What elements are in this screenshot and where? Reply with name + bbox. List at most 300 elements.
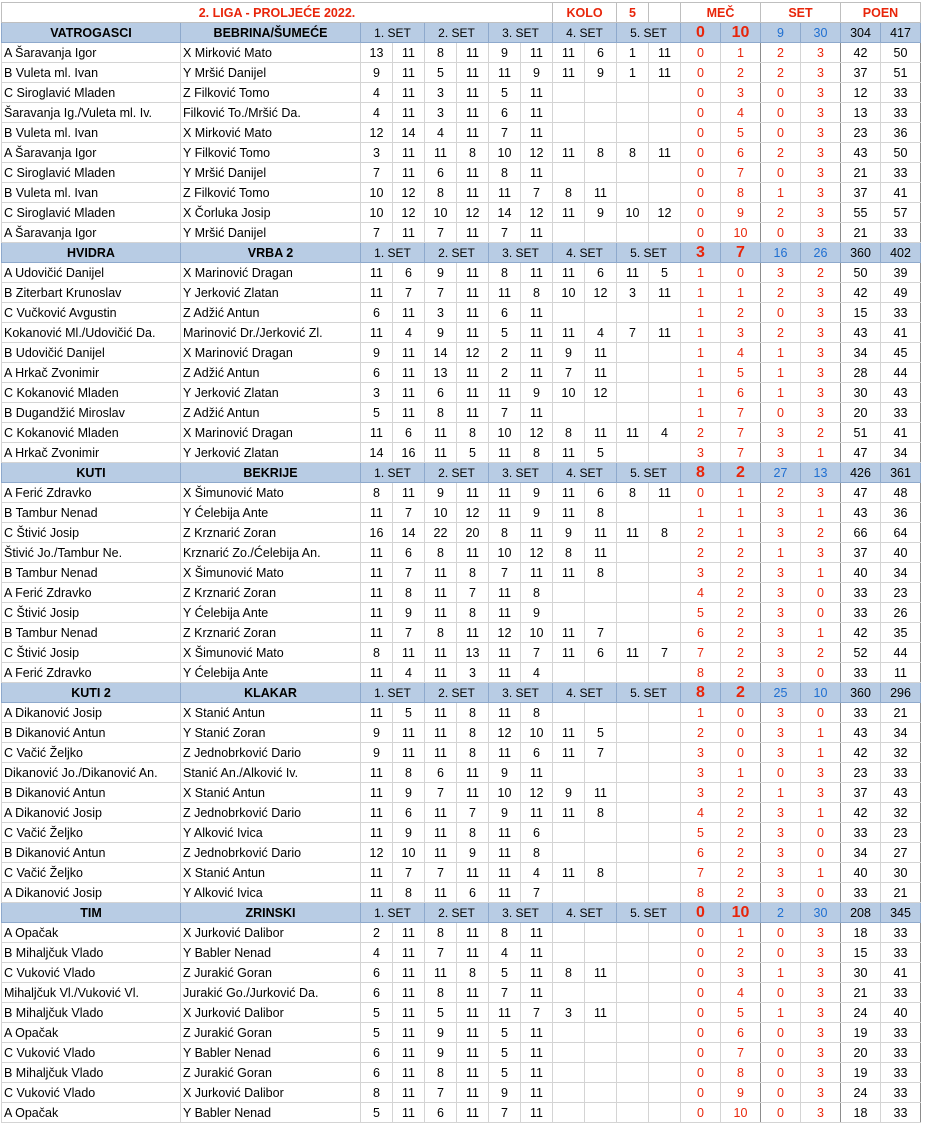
set-score-cell: 11 (393, 103, 425, 123)
game-points-away: 41 (881, 963, 921, 983)
running-match-away: 5 (721, 1003, 761, 1023)
set-score-cell (553, 583, 585, 603)
game-points-away: 48 (881, 483, 921, 503)
game-points-away: 33 (881, 943, 921, 963)
set-score-cell (553, 1083, 585, 1103)
home-player: B Tambur Nenad (2, 623, 181, 643)
set-score-cell: 8 (489, 523, 521, 543)
running-match-home: 3 (681, 743, 721, 763)
set-score-cell: 12 (457, 503, 489, 523)
set-score-cell (585, 103, 617, 123)
set-score-cell: 11 (489, 183, 521, 203)
set-score-cell: 8 (457, 423, 489, 443)
game-sets-away: 3 (801, 783, 841, 803)
home-team-name: TIM (2, 903, 181, 923)
set-score-cell: 11 (361, 583, 393, 603)
set-score-cell (617, 743, 649, 763)
points-total-home: 360 (841, 243, 881, 263)
game-row (2, 143, 921, 163)
game-points-home: 33 (841, 663, 881, 683)
set-score-cell: 11 (425, 743, 457, 763)
set-score-cell: 14 (393, 523, 425, 543)
set-score-cell (553, 883, 585, 903)
home-team-name: VATROGASCI (2, 23, 181, 43)
set-score-cell: 14 (361, 443, 393, 463)
away-player: Y Filković Tomo (181, 143, 361, 163)
set-score-cell: 11 (457, 863, 489, 883)
away-player: Z Filković Tomo (181, 83, 361, 103)
game-sets-home: 3 (761, 503, 801, 523)
set-score-cell: 11 (585, 1003, 617, 1023)
set-score-cell: 8 (457, 563, 489, 583)
home-player: A Udovičić Danijel (2, 263, 181, 283)
set-score-cell: 7 (489, 563, 521, 583)
running-match-home: 1 (681, 703, 721, 723)
set-score-cell (649, 943, 681, 963)
set-score-cell: 12 (361, 843, 393, 863)
away-team-name: BEKRIJE (181, 463, 361, 483)
set-score-cell (617, 183, 649, 203)
game-points-home: 33 (841, 603, 881, 623)
set-score-cell (553, 1043, 585, 1063)
game-sets-away: 2 (801, 263, 841, 283)
set-score-cell: 11 (457, 943, 489, 963)
running-match-away: 9 (721, 1083, 761, 1103)
set-score-cell (649, 1063, 681, 1083)
set-score-cell: 4 (361, 103, 393, 123)
set-column-label: 1. SET (361, 243, 425, 263)
game-points-away: 26 (881, 603, 921, 623)
set-score-cell: 11 (489, 583, 521, 603)
game-sets-home: 3 (761, 523, 801, 543)
set-score-cell: 9 (585, 63, 617, 83)
set-score-cell: 9 (361, 743, 393, 763)
game-sets-home: 2 (761, 203, 801, 223)
set-score-cell: 11 (649, 323, 681, 343)
game-points-home: 24 (841, 1083, 881, 1103)
running-match-home: 3 (681, 763, 721, 783)
set-score-cell (553, 923, 585, 943)
set-score-cell: 4 (489, 943, 521, 963)
set-score-cell: 11 (521, 983, 553, 1003)
running-match-home: 8 (681, 883, 721, 903)
set-score-cell: 11 (585, 523, 617, 543)
set-score-cell: 11 (457, 1063, 489, 1083)
running-match-home: 0 (681, 143, 721, 163)
running-match-home: 0 (681, 43, 721, 63)
set-score-cell: 11 (393, 983, 425, 1003)
set-header: SET (761, 3, 841, 23)
home-player: A Šaravanja Igor (2, 43, 181, 63)
set-score-cell (553, 943, 585, 963)
set-score-cell (553, 303, 585, 323)
game-sets-away: 0 (801, 583, 841, 603)
game-sets-home: 0 (761, 403, 801, 423)
set-score-cell: 11 (457, 543, 489, 563)
game-sets-away: 1 (801, 443, 841, 463)
set-score-cell: 8 (553, 183, 585, 203)
running-match-away: 10 (721, 223, 761, 243)
set-score-cell: 9 (489, 763, 521, 783)
set-score-cell: 8 (521, 443, 553, 463)
game-points-away: 33 (881, 303, 921, 323)
home-player: Štivić Jo./Tambur Ne. (2, 543, 181, 563)
set-score-cell: 6 (521, 743, 553, 763)
set-column-label: 2. SET (425, 463, 489, 483)
set-score-cell: 5 (361, 1003, 393, 1023)
set-score-cell: 11 (393, 923, 425, 943)
game-sets-away: 3 (801, 43, 841, 63)
set-score-cell: 11 (649, 143, 681, 163)
set-score-cell: 7 (361, 223, 393, 243)
set-score-cell: 8 (521, 703, 553, 723)
set-score-cell: 11 (585, 543, 617, 563)
game-points-away: 41 (881, 323, 921, 343)
game-row (2, 183, 921, 203)
kolo-label: KOLO (553, 3, 617, 23)
away-player: Z Krznarić Zoran (181, 523, 361, 543)
game-sets-away: 3 (801, 303, 841, 323)
set-score-cell: 4 (393, 663, 425, 683)
game-row (2, 663, 921, 683)
game-points-away: 43 (881, 383, 921, 403)
game-points-home: 42 (841, 43, 881, 63)
set-score-cell (649, 983, 681, 1003)
set-score-cell: 11 (361, 563, 393, 583)
match-score-home: 0 (681, 903, 721, 923)
game-sets-home: 0 (761, 983, 801, 1003)
game-points-home: 33 (841, 583, 881, 603)
game-points-away: 27 (881, 843, 921, 863)
set-score-cell (585, 123, 617, 143)
set-score-cell: 11 (361, 703, 393, 723)
set-score-cell (553, 603, 585, 623)
game-points-home: 21 (841, 223, 881, 243)
set-score-cell (553, 823, 585, 843)
running-match-home: 0 (681, 83, 721, 103)
running-match-away: 2 (721, 583, 761, 603)
away-player: Z Adžić Antun (181, 403, 361, 423)
set-score-cell: 9 (553, 343, 585, 363)
running-match-away: 7 (721, 163, 761, 183)
set-score-cell: 11 (489, 743, 521, 763)
set-score-cell (649, 303, 681, 323)
game-sets-away: 3 (801, 183, 841, 203)
game-row (2, 603, 921, 623)
set-score-cell: 11 (425, 803, 457, 823)
game-row (2, 743, 921, 763)
game-points-home: 28 (841, 363, 881, 383)
game-sets-away: 3 (801, 343, 841, 363)
set-score-cell: 5 (585, 723, 617, 743)
set-score-cell (553, 1063, 585, 1083)
set-score-cell: 11 (425, 843, 457, 863)
set-score-cell: 12 (585, 283, 617, 303)
blank-cell (649, 3, 681, 23)
game-row (2, 423, 921, 443)
game-points-away: 49 (881, 283, 921, 303)
game-sets-home: 0 (761, 1023, 801, 1043)
set-score-cell (585, 923, 617, 943)
set-score-cell (649, 343, 681, 363)
set-score-cell: 6 (585, 643, 617, 663)
set-score-cell: 11 (521, 1043, 553, 1063)
set-score-cell: 4 (585, 323, 617, 343)
set-score-cell (585, 403, 617, 423)
running-match-home: 1 (681, 383, 721, 403)
set-score-cell: 11 (457, 1023, 489, 1043)
set-score-cell: 11 (457, 483, 489, 503)
set-score-cell: 5 (489, 83, 521, 103)
set-score-cell: 12 (521, 143, 553, 163)
set-column-label: 4. SET (553, 903, 617, 923)
running-match-home: 2 (681, 423, 721, 443)
match-score-away: 7 (721, 243, 761, 263)
game-sets-away: 3 (801, 363, 841, 383)
away-player: X Jurković Dalibor (181, 1003, 361, 1023)
game-sets-home: 3 (761, 723, 801, 743)
home-player: A Dikanović Josip (2, 803, 181, 823)
game-sets-away: 3 (801, 923, 841, 943)
running-match-home: 1 (681, 283, 721, 303)
set-score-cell: 11 (489, 1003, 521, 1023)
set-score-cell: 11 (361, 543, 393, 563)
game-points-away: 21 (881, 703, 921, 723)
set-score-cell: 11 (457, 303, 489, 323)
running-match-away: 0 (721, 723, 761, 743)
set-score-cell: 11 (457, 1103, 489, 1123)
away-player: Y Mršić Danijel (181, 63, 361, 83)
game-row (2, 563, 921, 583)
game-points-away: 50 (881, 43, 921, 63)
set-score-cell: 11 (521, 1023, 553, 1043)
running-match-away: 8 (721, 183, 761, 203)
set-score-cell (617, 563, 649, 583)
set-score-cell: 8 (425, 403, 457, 423)
running-match-away: 1 (721, 923, 761, 943)
running-match-away: 2 (721, 623, 761, 643)
game-row (2, 1083, 921, 1103)
set-score-cell: 11 (361, 863, 393, 883)
set-score-cell: 11 (457, 43, 489, 63)
game-sets-home: 0 (761, 1063, 801, 1083)
game-sets-home: 0 (761, 1043, 801, 1063)
game-sets-home: 3 (761, 863, 801, 883)
set-score-cell: 11 (521, 1063, 553, 1083)
set-score-cell: 11 (393, 303, 425, 323)
set-score-cell: 9 (489, 43, 521, 63)
set-score-cell: 11 (361, 623, 393, 643)
game-row (2, 843, 921, 863)
set-score-cell: 11 (617, 523, 649, 543)
set-score-cell: 11 (393, 723, 425, 743)
set-column-label: 5. SET (617, 23, 681, 43)
set-score-cell: 11 (649, 283, 681, 303)
game-sets-home: 2 (761, 43, 801, 63)
set-score-cell: 11 (521, 163, 553, 183)
set-score-cell: 11 (521, 223, 553, 243)
set-score-cell: 10 (489, 783, 521, 803)
running-match-away: 6 (721, 143, 761, 163)
set-score-cell: 7 (489, 403, 521, 423)
set-score-cell: 6 (425, 763, 457, 783)
set-score-cell: 11 (649, 43, 681, 63)
set-score-cell: 8 (585, 503, 617, 523)
sets-total-away: 30 (801, 23, 841, 43)
set-score-cell (649, 403, 681, 423)
set-score-cell: 8 (585, 563, 617, 583)
game-row (2, 723, 921, 743)
set-score-cell (649, 1083, 681, 1103)
set-score-cell: 3 (425, 83, 457, 103)
set-score-cell: 9 (521, 603, 553, 623)
home-player: B Mihaljčuk Vlado (2, 1003, 181, 1023)
home-player: A Ferić Zdravko (2, 663, 181, 683)
set-score-cell: 11 (489, 383, 521, 403)
away-player: Z Adžić Antun (181, 303, 361, 323)
running-match-away: 2 (721, 643, 761, 663)
set-score-cell: 11 (489, 663, 521, 683)
sets-total-away: 30 (801, 903, 841, 923)
set-score-cell: 11 (489, 843, 521, 863)
game-points-home: 23 (841, 123, 881, 143)
set-score-cell: 10 (489, 143, 521, 163)
away-player: X Marinović Dragan (181, 343, 361, 363)
set-score-cell: 7 (585, 623, 617, 643)
game-sets-home: 1 (761, 1003, 801, 1023)
set-score-cell: 11 (489, 823, 521, 843)
set-score-cell (585, 663, 617, 683)
set-score-cell (553, 223, 585, 243)
set-score-cell: 11 (393, 1023, 425, 1043)
set-score-cell: 16 (361, 523, 393, 543)
set-score-cell: 11 (617, 643, 649, 663)
running-match-home: 7 (681, 643, 721, 663)
set-score-cell: 7 (617, 323, 649, 343)
set-score-cell: 11 (553, 63, 585, 83)
game-row (2, 223, 921, 243)
set-score-cell: 11 (361, 323, 393, 343)
away-player: X Mirković Mato (181, 123, 361, 143)
game-points-away: 35 (881, 623, 921, 643)
match-header-row (2, 23, 921, 43)
away-player: Y Mršić Danijel (181, 163, 361, 183)
game-row (2, 523, 921, 543)
game-row (2, 883, 921, 903)
home-player: C Vuković Vlado (2, 1083, 181, 1103)
set-score-cell: 6 (457, 883, 489, 903)
away-player: Y Alković Ivica (181, 823, 361, 843)
set-score-cell: 7 (585, 743, 617, 763)
set-column-label: 5. SET (617, 243, 681, 263)
set-score-cell: 7 (489, 123, 521, 143)
set-score-cell: 11 (457, 1003, 489, 1023)
set-score-cell: 7 (649, 643, 681, 663)
set-score-cell (649, 1003, 681, 1023)
set-score-cell: 5 (489, 1023, 521, 1043)
set-score-cell: 6 (585, 483, 617, 503)
set-score-cell (585, 883, 617, 903)
set-score-cell: 9 (521, 383, 553, 403)
away-player: X Stanić Antun (181, 783, 361, 803)
game-points-away: 40 (881, 1003, 921, 1023)
set-score-cell: 11 (553, 203, 585, 223)
game-sets-home: 3 (761, 843, 801, 863)
kolo-value: 5 (617, 3, 649, 23)
set-score-cell (617, 603, 649, 623)
set-score-cell: 11 (585, 423, 617, 443)
set-score-cell: 8 (393, 583, 425, 603)
set-score-cell: 7 (393, 503, 425, 523)
set-score-cell: 7 (361, 163, 393, 183)
points-total-away: 361 (881, 463, 921, 483)
game-points-home: 34 (841, 843, 881, 863)
set-score-cell: 8 (393, 763, 425, 783)
running-match-away: 2 (721, 883, 761, 903)
set-score-cell: 11 (521, 803, 553, 823)
game-sets-home: 1 (761, 363, 801, 383)
set-score-cell (649, 503, 681, 523)
set-score-cell: 8 (425, 923, 457, 943)
set-score-cell (617, 443, 649, 463)
set-score-cell (617, 223, 649, 243)
game-points-home: 24 (841, 1003, 881, 1023)
set-score-cell (553, 983, 585, 1003)
game-sets-home: 1 (761, 383, 801, 403)
set-score-cell: 11 (457, 163, 489, 183)
set-score-cell: 11 (393, 363, 425, 383)
game-row (2, 1023, 921, 1043)
running-match-home: 0 (681, 103, 721, 123)
match-score-home: 8 (681, 463, 721, 483)
set-score-cell (617, 1023, 649, 1043)
set-score-cell (617, 663, 649, 683)
set-score-cell: 5 (489, 1063, 521, 1083)
game-sets-away: 3 (801, 483, 841, 503)
sets-total-home: 9 (761, 23, 801, 43)
game-row (2, 483, 921, 503)
set-score-cell: 8 (425, 43, 457, 63)
game-sets-away: 3 (801, 383, 841, 403)
set-score-cell: 8 (457, 743, 489, 763)
set-score-cell: 11 (457, 783, 489, 803)
set-score-cell: 11 (457, 983, 489, 1003)
set-score-cell: 14 (425, 343, 457, 363)
set-score-cell: 11 (489, 863, 521, 883)
running-match-home: 1 (681, 263, 721, 283)
game-points-away: 33 (881, 403, 921, 423)
set-score-cell: 11 (393, 1083, 425, 1103)
set-score-cell: 11 (489, 643, 521, 663)
set-score-cell: 12 (393, 183, 425, 203)
game-sets-home: 3 (761, 643, 801, 663)
away-player: X Marinović Dragan (181, 263, 361, 283)
set-score-cell: 11 (361, 603, 393, 623)
game-sets-away: 2 (801, 643, 841, 663)
set-score-cell (617, 703, 649, 723)
set-score-cell (617, 723, 649, 743)
game-sets-home: 2 (761, 143, 801, 163)
game-row (2, 443, 921, 463)
game-sets-away: 3 (801, 163, 841, 183)
match-score-home: 8 (681, 683, 721, 703)
game-points-away: 36 (881, 123, 921, 143)
away-player: X Jurković Dalibor (181, 1083, 361, 1103)
set-score-cell: 11 (457, 623, 489, 643)
set-score-cell (649, 823, 681, 843)
set-score-cell: 13 (361, 43, 393, 63)
game-sets-away: 0 (801, 883, 841, 903)
